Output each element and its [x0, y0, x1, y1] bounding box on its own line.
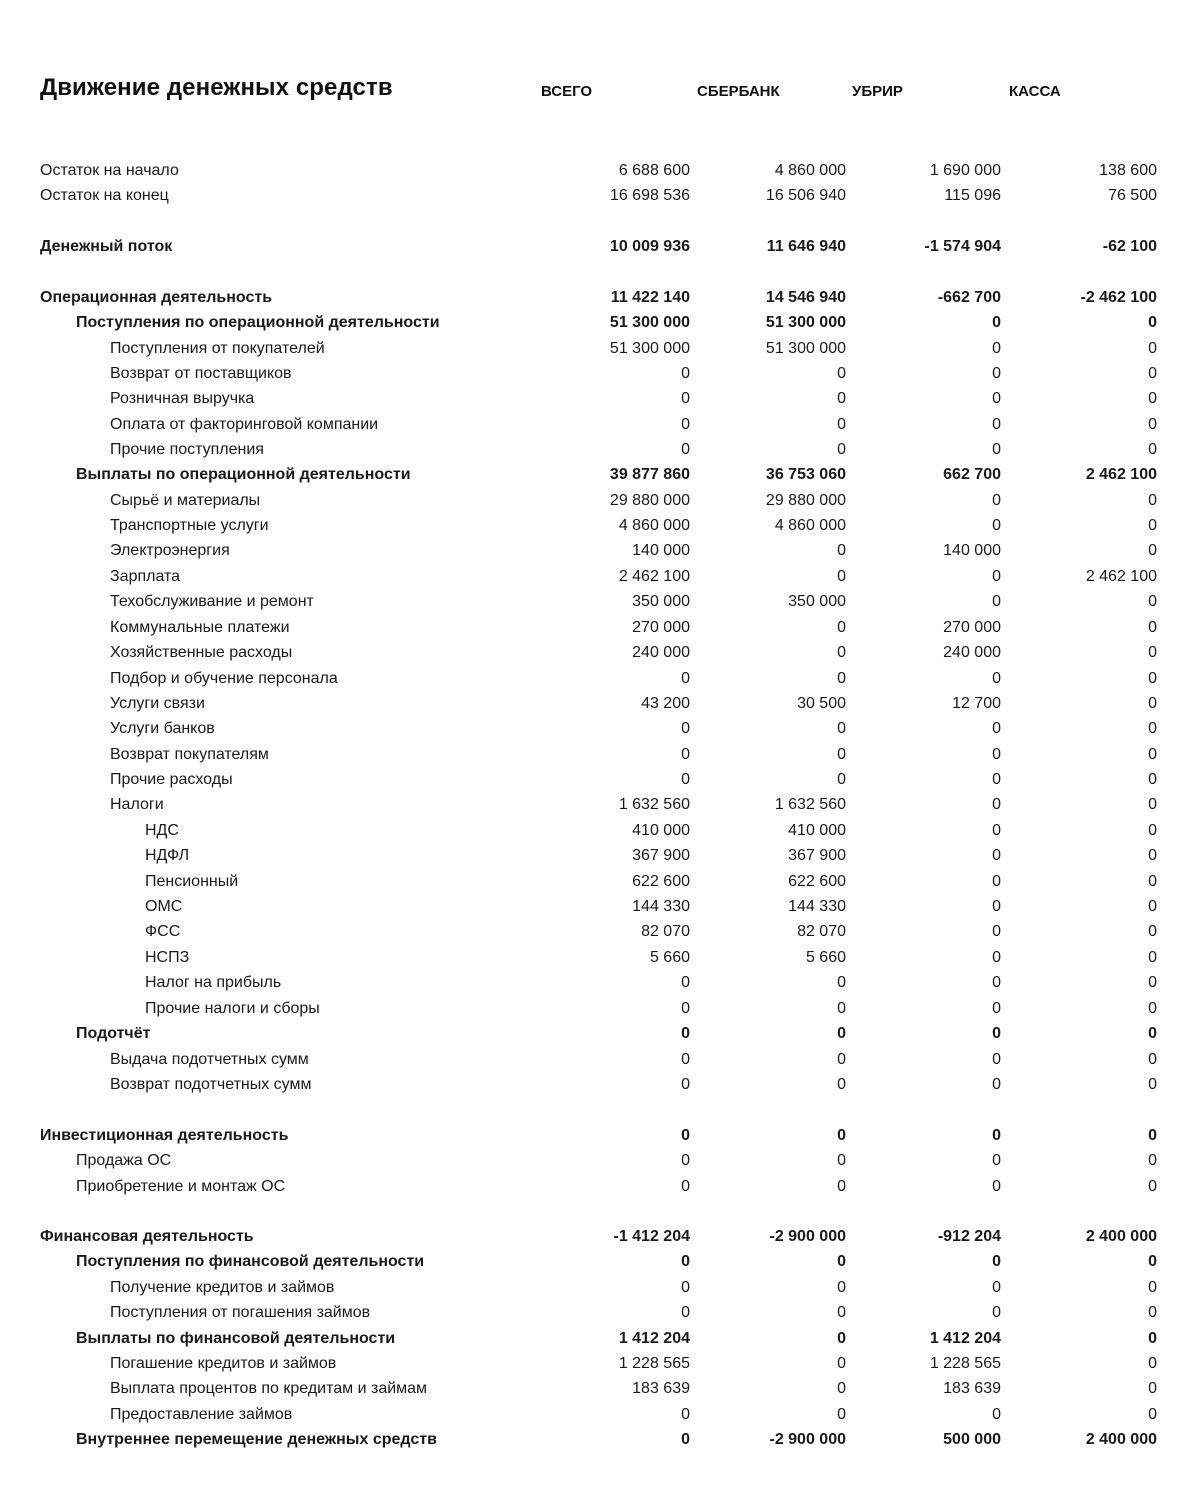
table-row — [0, 767, 1199, 792]
kassa-value: 0 — [1148, 593, 1157, 610]
total-value: 0 — [681, 1025, 690, 1042]
table-row — [0, 716, 1199, 741]
table-row — [0, 538, 1199, 563]
table-row — [0, 742, 1199, 767]
sberbank-value: 0 — [837, 441, 846, 458]
kassa-value: 0 — [1148, 340, 1157, 357]
total-value: 0 — [681, 1253, 690, 1270]
kassa-value: 0 — [1148, 492, 1157, 509]
sberbank-value: 0 — [837, 1406, 846, 1423]
sberbank-value: 0 — [837, 1355, 846, 1372]
sberbank-value: 14 546 940 — [765, 289, 846, 306]
ubrir-value: 0 — [992, 365, 1001, 382]
kassa-value: 2 400 000 — [1085, 1228, 1157, 1245]
row-label: Услуги связи — [110, 695, 205, 712]
sberbank-value: 1 632 560 — [774, 796, 846, 813]
total-value: 0 — [681, 365, 690, 382]
ubrir-value: 0 — [992, 1152, 1001, 1169]
ubrir-value: 0 — [992, 720, 1001, 737]
table-row — [0, 1174, 1199, 1199]
row-label: Пенсионный — [145, 873, 239, 890]
row-label: Операционная деятельность — [40, 289, 273, 306]
kassa-value: 0 — [1148, 365, 1157, 382]
table-row — [0, 1021, 1199, 1046]
row-label: Прочие расходы — [110, 771, 233, 788]
table-row — [0, 589, 1199, 614]
kassa-value: 0 — [1148, 1051, 1157, 1068]
total-value: 0 — [681, 1406, 690, 1423]
ubrir-value: 0 — [992, 340, 1001, 357]
ubrir-value: 0 — [992, 746, 1001, 763]
table-row — [0, 945, 1199, 970]
kassa-value: 0 — [1148, 1152, 1157, 1169]
row-label: Остаток на начало — [40, 162, 179, 179]
sberbank-value: 0 — [837, 1279, 846, 1296]
total-value: 11 422 140 — [610, 289, 690, 306]
kassa-value: 0 — [1148, 949, 1157, 966]
row-label: Предоставление займов — [110, 1406, 293, 1423]
sberbank-value: 0 — [837, 1127, 846, 1144]
kassa-value: 0 — [1148, 771, 1157, 788]
sberbank-value: 4 860 000 — [774, 517, 846, 534]
kassa-value: 0 — [1148, 1279, 1157, 1296]
table-row — [0, 1427, 1199, 1452]
row-label: Зарплата — [110, 568, 181, 585]
sberbank-value: 0 — [837, 1178, 846, 1195]
ubrir-value: 0 — [992, 416, 1001, 433]
total-value: 0 — [681, 390, 690, 407]
ubrir-value: 0 — [992, 898, 1001, 915]
kassa-value: -2 462 100 — [1080, 289, 1157, 306]
row-label: Электроэнергия — [110, 542, 230, 559]
table-row — [0, 1072, 1199, 1097]
table-row — [0, 1249, 1199, 1274]
total-value: 410 000 — [632, 822, 690, 839]
sberbank-value: 0 — [837, 644, 846, 661]
total-value: 0 — [681, 1304, 690, 1321]
sberbank-value: 4 860 000 — [774, 162, 846, 179]
total-value: 82 070 — [641, 923, 690, 940]
table-row — [0, 437, 1199, 462]
ubrir-value: 115 096 — [944, 187, 1001, 204]
ubrir-value: 0 — [992, 568, 1001, 585]
sberbank-value: 0 — [837, 771, 846, 788]
total-value: 4 860 000 — [618, 517, 690, 534]
ubrir-value: 0 — [992, 1076, 1001, 1093]
table-row — [0, 513, 1199, 538]
total-value: 0 — [681, 1279, 690, 1296]
sberbank-value: 0 — [837, 365, 846, 382]
kassa-value: 76 500 — [1108, 187, 1157, 204]
total-value: 0 — [681, 1051, 690, 1068]
ubrir-value: 0 — [992, 1304, 1001, 1321]
ubrir-value: 662 700 — [943, 466, 1001, 483]
kassa-value: 0 — [1148, 1076, 1157, 1093]
kassa-value: 0 — [1148, 1406, 1157, 1423]
kassa-value: 0 — [1148, 619, 1157, 636]
row-label: Услуги банков — [110, 720, 215, 737]
row-label: Поступления от покупателей — [110, 340, 325, 357]
sberbank-value: 0 — [837, 619, 846, 636]
ubrir-value: 0 — [992, 847, 1001, 864]
total-value: 1 632 560 — [618, 796, 690, 813]
kassa-value: 0 — [1148, 695, 1157, 712]
total-value: 29 880 000 — [609, 492, 690, 509]
row-label: НДФЛ — [145, 847, 190, 864]
table-row — [0, 970, 1199, 995]
column-header-sberbank: СБЕРБАНК — [697, 83, 780, 100]
kassa-value: 138 600 — [1099, 162, 1157, 179]
table-row — [0, 1351, 1199, 1376]
table-row — [0, 336, 1199, 361]
table-row — [0, 792, 1199, 817]
row-label: НСПЗ — [145, 949, 190, 966]
ubrir-value: 183 639 — [943, 1380, 1001, 1397]
row-label: Поступления от погашения займов — [110, 1304, 371, 1321]
kassa-value: 2 400 000 — [1085, 1431, 1157, 1448]
ubrir-value: 0 — [992, 517, 1001, 534]
sberbank-value: -2 900 000 — [769, 1228, 846, 1245]
total-value: 0 — [681, 1127, 690, 1144]
total-value: 51 300 000 — [609, 340, 690, 357]
page-title: Движение денежных средств — [40, 74, 393, 101]
row-label: Прочие поступления — [110, 441, 264, 458]
kassa-value: 0 — [1148, 1355, 1157, 1372]
row-label: Оплата от факторинговой компании — [110, 416, 379, 433]
table-row — [0, 666, 1199, 691]
row-label: Выплаты по операционной деятельности — [76, 466, 411, 483]
ubrir-value: 0 — [992, 1051, 1001, 1068]
ubrir-value: 0 — [992, 1178, 1001, 1195]
ubrir-value: -1 574 904 — [924, 238, 1001, 255]
kassa-value: 0 — [1148, 517, 1157, 534]
sberbank-value: 0 — [837, 1380, 846, 1397]
table-row — [0, 996, 1199, 1021]
total-value: 140 000 — [632, 542, 690, 559]
ubrir-value: 270 000 — [943, 619, 1001, 636]
row-label: Поступления по операционной деятельности — [76, 314, 440, 331]
total-value: 1 228 565 — [618, 1355, 690, 1372]
kassa-value: 0 — [1148, 1127, 1157, 1144]
column-header-total: ВСЕГО — [541, 83, 593, 100]
sberbank-value: 30 500 — [797, 695, 846, 712]
ubrir-value: 0 — [992, 873, 1001, 890]
table-row — [0, 1300, 1199, 1325]
table-row — [0, 615, 1199, 640]
kassa-value: 0 — [1148, 1025, 1157, 1042]
row-label: Поступления по финансовой деятельности — [76, 1253, 425, 1270]
ubrir-value: 0 — [992, 670, 1001, 687]
row-label: Налог на прибыль — [145, 974, 282, 991]
sberbank-value: 0 — [837, 1304, 846, 1321]
table-row — [0, 843, 1199, 868]
total-value: 240 000 — [632, 644, 690, 661]
ubrir-value: -662 700 — [937, 289, 1001, 306]
total-value: 51 300 000 — [609, 314, 690, 331]
row-label: ФСС — [145, 923, 181, 940]
column-header-ubrir: УБРИР — [852, 83, 903, 100]
total-value: 0 — [681, 771, 690, 788]
sberbank-value: 0 — [837, 1000, 846, 1017]
total-value: 16 698 536 — [609, 187, 690, 204]
kassa-value: 0 — [1148, 746, 1157, 763]
kassa-value: 0 — [1148, 416, 1157, 433]
row-label: Выплата процентов по кредитам и займам — [110, 1380, 428, 1397]
table-row — [0, 1376, 1199, 1401]
row-label: Хозяйственные расходы — [110, 644, 293, 661]
table-row — [0, 285, 1199, 310]
ubrir-value: 0 — [992, 390, 1001, 407]
sberbank-value: 367 900 — [788, 847, 846, 864]
total-value: 0 — [681, 1152, 690, 1169]
table-row — [0, 691, 1199, 716]
table-row — [0, 1047, 1199, 1072]
row-label: Погашение кредитов и займов — [110, 1355, 337, 1372]
row-label: Финансовая деятельность — [40, 1228, 254, 1245]
total-value: 0 — [681, 670, 690, 687]
table-row — [0, 412, 1199, 437]
kassa-value: 0 — [1148, 1253, 1157, 1270]
ubrir-value: 12 700 — [952, 695, 1001, 712]
sberbank-value: 0 — [837, 390, 846, 407]
total-value: 10 009 936 — [609, 238, 690, 255]
kassa-value: 0 — [1148, 873, 1157, 890]
kassa-value: 0 — [1148, 441, 1157, 458]
ubrir-value: 0 — [992, 1279, 1001, 1296]
total-value: 6 688 600 — [618, 162, 690, 179]
ubrir-value: 0 — [992, 492, 1001, 509]
sberbank-value: 51 300 000 — [765, 340, 846, 357]
ubrir-value: 140 000 — [943, 542, 1001, 559]
total-value: 350 000 — [632, 593, 690, 610]
total-value: 0 — [681, 974, 690, 991]
total-value: 144 330 — [632, 898, 690, 915]
ubrir-value: 0 — [992, 822, 1001, 839]
ubrir-value: 0 — [992, 1406, 1001, 1423]
table-row — [0, 818, 1199, 843]
total-value: 0 — [681, 1000, 690, 1017]
sberbank-value: 5 660 — [805, 949, 846, 966]
table-row — [0, 158, 1199, 183]
total-value: 0 — [681, 441, 690, 458]
table-row — [0, 640, 1199, 665]
table-row — [0, 1148, 1199, 1173]
row-label: Коммунальные платежи — [110, 619, 290, 636]
ubrir-value: 0 — [992, 314, 1001, 331]
sberbank-value: 0 — [837, 416, 846, 433]
sberbank-value: 29 880 000 — [765, 492, 846, 509]
kassa-value: 0 — [1148, 542, 1157, 559]
sberbank-value: 51 300 000 — [765, 314, 846, 331]
sberbank-value: 410 000 — [788, 822, 846, 839]
row-label: Подбор и обучение персонала — [110, 670, 338, 687]
total-value: 0 — [681, 1178, 690, 1195]
sberbank-value: 0 — [837, 974, 846, 991]
row-label: Сырьё и материалы — [110, 492, 261, 509]
sberbank-value: 82 070 — [797, 923, 846, 940]
row-label: Продажа ОС — [76, 1152, 172, 1169]
total-value: 270 000 — [632, 619, 690, 636]
total-value: 0 — [681, 720, 690, 737]
sberbank-value: 0 — [837, 568, 846, 585]
ubrir-value: 0 — [992, 923, 1001, 940]
ubrir-value: 240 000 — [943, 644, 1001, 661]
table-row — [0, 183, 1199, 208]
sberbank-value: -2 900 000 — [769, 1431, 846, 1448]
total-value: 5 660 — [649, 949, 690, 966]
total-value: 43 200 — [641, 695, 690, 712]
table-row — [0, 386, 1199, 411]
total-value: -1 412 204 — [613, 1228, 690, 1245]
table-row — [0, 894, 1199, 919]
total-value: 0 — [681, 746, 690, 763]
ubrir-value: 500 000 — [943, 1431, 1001, 1448]
sberbank-value: 0 — [837, 670, 846, 687]
table-row — [0, 1402, 1199, 1427]
kassa-value: 0 — [1148, 1178, 1157, 1195]
kassa-value: 0 — [1148, 796, 1157, 813]
row-label: Транспортные услуги — [110, 517, 269, 534]
sberbank-value: 0 — [837, 542, 846, 559]
total-value: 622 600 — [632, 873, 690, 890]
total-value: 0 — [681, 1076, 690, 1093]
sberbank-value: 36 753 060 — [765, 466, 846, 483]
total-value: 2 462 100 — [618, 568, 690, 585]
table-row — [0, 234, 1199, 259]
row-label: НДС — [145, 822, 179, 839]
total-value: 367 900 — [632, 847, 690, 864]
kassa-value: 2 462 100 — [1085, 466, 1157, 483]
sberbank-value: 0 — [837, 1253, 846, 1270]
table-row — [0, 1123, 1199, 1148]
sberbank-value: 16 506 940 — [765, 187, 846, 204]
row-label: Остаток на конец — [40, 187, 169, 204]
ubrir-value: 0 — [992, 1253, 1001, 1270]
row-label: Приобретение и монтаж ОС — [76, 1178, 286, 1195]
ubrir-value: 0 — [992, 593, 1001, 610]
sberbank-value: 0 — [837, 1152, 846, 1169]
row-label: Выплаты по финансовой деятельности — [76, 1330, 396, 1347]
ubrir-value: 0 — [992, 949, 1001, 966]
sberbank-value: 0 — [837, 1076, 846, 1093]
ubrir-value: 0 — [992, 1025, 1001, 1042]
sberbank-value: 144 330 — [788, 898, 846, 915]
ubrir-value: 0 — [992, 1127, 1001, 1144]
table-row — [0, 462, 1199, 487]
row-label: ОМС — [145, 898, 183, 915]
sberbank-value: 0 — [837, 1025, 846, 1042]
sberbank-value: 0 — [837, 746, 846, 763]
total-value: 1 412 204 — [618, 1330, 690, 1347]
row-label: Прочие налоги и сборы — [145, 1000, 320, 1017]
kassa-value: 0 — [1148, 670, 1157, 687]
row-label: Возврат от поставщиков — [110, 365, 292, 382]
ubrir-value: 0 — [992, 1000, 1001, 1017]
table-row — [0, 919, 1199, 944]
kassa-value: 0 — [1148, 1330, 1157, 1347]
kassa-value: 0 — [1148, 974, 1157, 991]
kassa-value: 0 — [1148, 898, 1157, 915]
row-label: Возврат подотчетных сумм — [110, 1076, 312, 1093]
row-label: Выдача подотчетных сумм — [110, 1051, 309, 1068]
table-row — [0, 869, 1199, 894]
kassa-value: 0 — [1148, 847, 1157, 864]
table-row — [0, 1326, 1199, 1351]
row-label: Розничная выручка — [110, 390, 255, 407]
kassa-value: 0 — [1148, 1304, 1157, 1321]
kassa-value: 0 — [1148, 1380, 1157, 1397]
kassa-value: -62 100 — [1102, 238, 1157, 255]
row-label: Возврат покупателям — [110, 746, 269, 763]
table-row — [0, 361, 1199, 386]
ubrir-value: 1 690 000 — [929, 162, 1001, 179]
sberbank-value: 622 600 — [788, 873, 846, 890]
table-row — [0, 1275, 1199, 1300]
table-row — [0, 310, 1199, 335]
total-value: 0 — [681, 1431, 690, 1448]
row-label: Инвестиционная деятельность — [40, 1127, 289, 1144]
kassa-value: 0 — [1148, 1000, 1157, 1017]
column-header-kassa: КАССА — [1009, 83, 1061, 100]
kassa-value: 0 — [1148, 390, 1157, 407]
kassa-value: 0 — [1148, 822, 1157, 839]
ubrir-value: 0 — [992, 441, 1001, 458]
sberbank-value: 11 646 940 — [766, 238, 846, 255]
ubrir-value: 0 — [992, 771, 1001, 788]
ubrir-value: 1 412 204 — [929, 1330, 1001, 1347]
row-label: Подотчёт — [76, 1025, 151, 1042]
row-label: Налоги — [110, 796, 164, 813]
sberbank-value: 350 000 — [788, 593, 846, 610]
kassa-value: 0 — [1148, 720, 1157, 737]
ubrir-value: 0 — [992, 974, 1001, 991]
row-label: Техобслуживание и ремонт — [110, 593, 314, 610]
table-row — [0, 1224, 1199, 1249]
row-label: Денежный поток — [40, 238, 173, 255]
ubrir-value: -912 204 — [937, 1228, 1001, 1245]
sberbank-value: 0 — [837, 1330, 846, 1347]
table-row — [0, 488, 1199, 513]
ubrir-value: 0 — [992, 796, 1001, 813]
kassa-value: 0 — [1148, 314, 1157, 331]
row-label: Внутреннее перемещение денежных средств — [76, 1431, 437, 1448]
total-value: 0 — [681, 416, 690, 433]
kassa-value: 0 — [1148, 644, 1157, 661]
ubrir-value: 1 228 565 — [929, 1355, 1001, 1372]
row-label: Получение кредитов и займов — [110, 1279, 335, 1296]
sberbank-value: 0 — [837, 1051, 846, 1068]
kassa-value: 0 — [1148, 923, 1157, 940]
total-value: 39 877 860 — [609, 466, 690, 483]
total-value: 183 639 — [632, 1380, 690, 1397]
kassa-value: 2 462 100 — [1085, 568, 1157, 585]
sberbank-value: 0 — [837, 720, 846, 737]
table-row — [0, 564, 1199, 589]
